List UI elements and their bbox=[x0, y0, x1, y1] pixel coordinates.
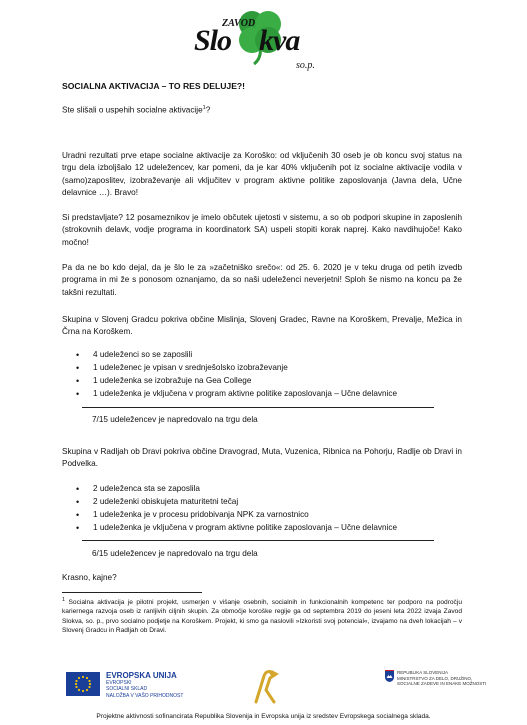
eu-logo-line4: NALOŽBA V VAŠO PRIHODNOST bbox=[106, 692, 184, 699]
list-item: • 2 udeleženki obiskujeta maturitetni tečaj bbox=[74, 496, 397, 509]
logo-name-right: kva bbox=[259, 24, 300, 57]
paragraph-group2-intro: Skupina v Radljah ob Dravi pokriva občine Dravograd, Muta, Vuzenica, Ribnica na Pohorju, Radlje ob Dravi in Podvelka. bbox=[62, 447, 462, 469]
group2-list bbox=[74, 483, 397, 535]
footnote-marker: 1 bbox=[202, 105, 206, 111]
eu-logo-line1: EVROPSKA UNIJA bbox=[106, 671, 177, 680]
eu-logo-text bbox=[106, 671, 183, 699]
subtitle-text: Ste slišali o uspehih socialne aktivacije bbox=[62, 105, 203, 115]
list-item: • 1 udeleženka je vključena v program aktivne politike zaposlovanja – Učne delavnice bbox=[74, 522, 397, 535]
document-subtitle bbox=[62, 102, 210, 117]
eu-logo-line3: SOCIALNI SKLAD bbox=[106, 686, 148, 693]
paragraph-second-run: Pa da ne bo kdo dejal, da je šlo le za »začetniško srečo«: od 25. 6. 2020 je v teku druga od petih izvedb programa in mi že s ponosom oznanjamo, da so naši udeleženci neverjetni! Sploh še nismo na koncu pa že takšni rezultati. bbox=[62, 263, 462, 297]
ministry-line3: SOCIALNE ZADEVE IN ENAKE MOŽNOSTI bbox=[397, 681, 487, 687]
footnote bbox=[62, 596, 462, 635]
list-item: • 1 udeleženka je v procesu pridobivanja NPK za varnostnico bbox=[74, 509, 397, 522]
subtitle-end: ? bbox=[205, 105, 211, 115]
group2-divider bbox=[82, 540, 434, 541]
slokva-logo bbox=[168, 6, 348, 78]
logo-name bbox=[194, 24, 299, 58]
list-item: • 2 udeleženca sta se zaposlila bbox=[74, 483, 397, 496]
group2-summary: 6/15 udeležencev je napredovalo na trgu dela bbox=[92, 549, 258, 558]
ministry-line2: MINISTRSTVO ZA DELO, DRUŽINO, bbox=[397, 675, 473, 681]
list-item: • 1 udeleženka se izobražuje na Gea College bbox=[74, 375, 397, 388]
eu-logo-line2: EVROPSKI bbox=[106, 680, 132, 686]
ministry-line1: REPUBLIKA SLOVENIJA bbox=[397, 670, 449, 675]
document-title: SOCIALNA AKTIVACIJA – TO RES DELUJE?! bbox=[62, 81, 246, 91]
slovenia-coat-of-arms-icon bbox=[385, 670, 394, 682]
paragraph-imagine: Si predstavljate? 12 posameznikov je imelo občutek ujetosti v sistemu, a so ob podpori skupine in zaposlenih (strokovnih delavk, vodje programa in koordinatork SA) uspeli stopiti korak naprej. Kako navdihujoče! Kako močno! bbox=[62, 213, 462, 247]
eu-flag-icon bbox=[66, 672, 100, 696]
footnote-number: 1 bbox=[62, 597, 66, 603]
list-item: • 1 udeleženka je vključena v program aktivne politike zaposlovanja – Učne delavnice bbox=[74, 388, 397, 401]
ministry-logo-text bbox=[397, 670, 486, 687]
program-logo-icon bbox=[250, 668, 280, 704]
group1-divider bbox=[82, 407, 434, 408]
paragraph-results: Uradni rezultati prve etape socialne aktivacije za Koroško: od vključenih 30 oseb je ob koncu svoj status na trgu dela izboljšalo 12 udeležencev, kar pomeni, da je kar 40% vključenih pot iz socialne aktivacije vodila v (samo)zaposlitev, izobraževanje ali vključitev v program aktivne politike zaposlovanja (Javna dela, Učne delavnice …). Bravo! bbox=[62, 151, 462, 198]
footnote-text: Socialna aktivacija je pilotni projekt, usmerjen v višanje osebnih, socialnih in funkcionalnih kompetenc ter podporo na področju kariernega razvoja oseb iz ranljivih ciljnih skupin. Za območje koroške regije ga od septembra 2019 do jeseni leta 2022 izvaja Zavod Slokva, so. p., prvo socialno podjetje na Koroškem. Projekt, ki smo ga naslovili »Izkoristi svoj potencial«, izvajamo na dveh lokacijah – v Slovenj Gradcu in Radljah ob Dravi. bbox=[62, 599, 462, 635]
logo-name-left: Slo bbox=[194, 24, 232, 57]
logo-suffix: so.p. bbox=[296, 60, 315, 71]
list-item: • 1 udeleženec je vpisan v srednješolsko izobraževanje bbox=[74, 362, 397, 375]
paragraph-group1-intro: Skupina v Slovenj Gradcu pokriva občine Mislinja, Slovenj Gradec, Ravne na Koroškem, Prevalje, Mežica in Črna na Koroškem. bbox=[62, 315, 462, 337]
cofinancing-note: Projektne aktivnosti sofinancirata Republika Slovenija in Evropska unija iz sredstev Evropskega socialnega sklada. bbox=[96, 713, 431, 720]
logo-zavod-text: ZAVOD bbox=[222, 18, 256, 29]
list-item: • 4 udeleženci so se zaposlili bbox=[74, 349, 397, 362]
group1-summary: 7/15 udeležencev je napredovalo na trgu dela bbox=[92, 415, 258, 424]
footnote-divider bbox=[62, 592, 202, 593]
group1-list bbox=[74, 349, 397, 401]
closing-text: Krasno, kajne? bbox=[62, 573, 117, 582]
